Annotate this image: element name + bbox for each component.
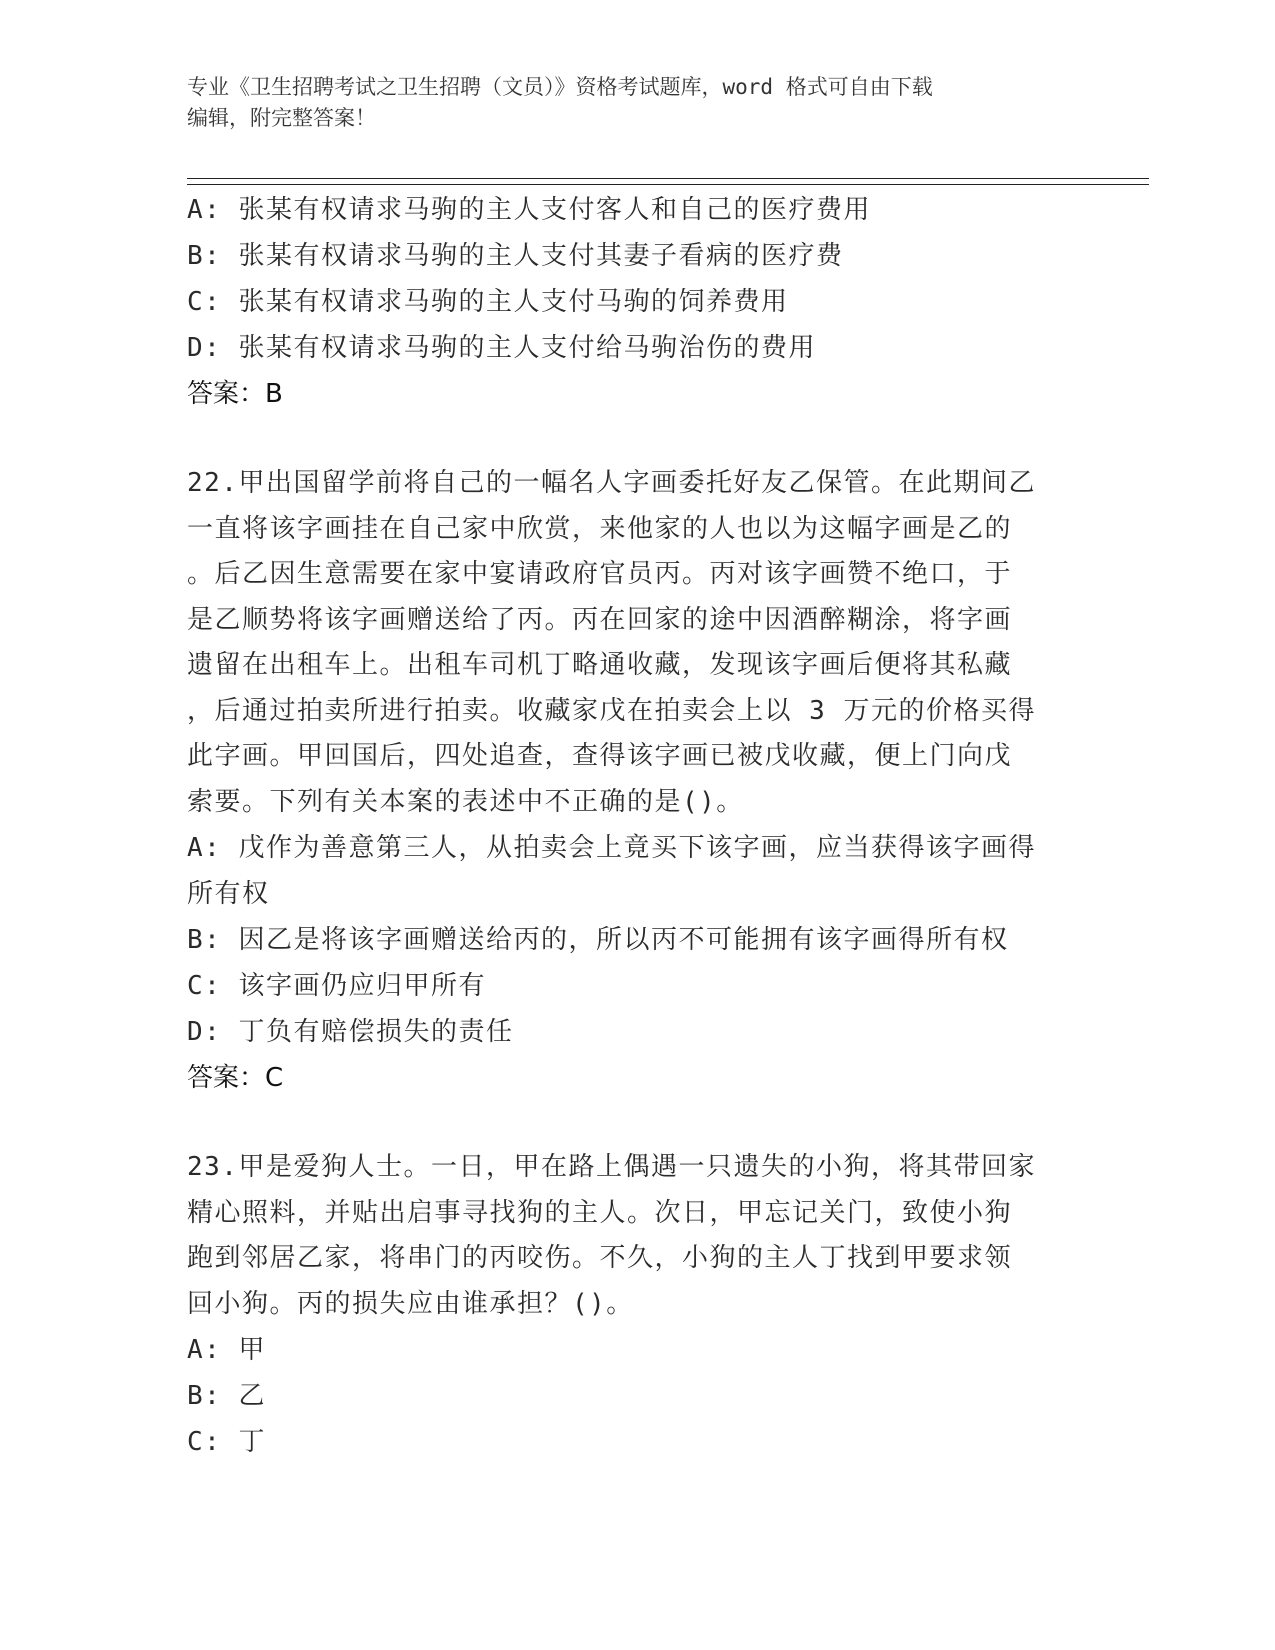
question-22-line: 遗留在出租车上。出租车司机丁略通收藏，发现该字画后便将其私藏 xyxy=(187,650,1013,680)
question-22-option-a-cont: 所有权 xyxy=(187,879,270,909)
header-rule-top xyxy=(187,178,1149,179)
question-22-line: 是乙顺势将该字画赠送给了丙。丙在回家的途中因酒醉糊涂，将字画 xyxy=(187,604,1013,635)
question-21-option-a: A: 张某有权请求马驹的主人支付客人和自己的医疗费用 xyxy=(187,195,871,225)
question-22-line: 。后乙因生意需要在家中宴请政府官员丙。丙对该字画赞不绝口，于 xyxy=(187,559,1013,589)
question-23-line: 精心照料，并贴出启事寻找狗的主人。次日，甲忘记关门，致使小狗 xyxy=(187,1197,1013,1228)
question-23-line: 回小狗。丙的损失应由谁承担？()。 xyxy=(187,1288,634,1319)
question-22-line: 22.甲出国留学前将自己的一幅名人字画委托好友乙保管。在此期间乙 xyxy=(187,468,1036,498)
question-spacer xyxy=(187,417,1087,461)
question-22-answer: 答案：C xyxy=(187,1063,284,1093)
question-spacer xyxy=(187,1101,1087,1145)
question-23-option-c: C: 丁 xyxy=(187,1427,266,1457)
question-22-option-b: B: 因乙是将该字画赠送给丙的，所以丙不可能拥有该字画得所有权 xyxy=(187,925,1009,955)
question-23-line: 跑到邻居乙家，将串门的丙咬伤。不久，小狗的主人丁找到甲要求领 xyxy=(187,1243,1013,1273)
document-header xyxy=(187,72,1067,134)
header-rule-bottom xyxy=(187,184,1149,185)
document-body xyxy=(187,187,1087,1465)
header-line-2: 编辑，附完整答案！ xyxy=(187,106,376,130)
question-23-options xyxy=(187,1327,1087,1465)
question-22-stem xyxy=(187,461,1087,825)
question-22-option-a: A: 戊作为善意第三人，从拍卖会上竟买下该字画，应当获得该字画得 xyxy=(187,833,1036,863)
question-21-option-d: D: 张某有权请求马驹的主人支付给马驹治伤的费用 xyxy=(187,333,816,363)
question-23-option-b: B: 乙 xyxy=(187,1381,266,1411)
question-22-line: 索要。下列有关本案的表述中不正确的是()。 xyxy=(187,786,744,817)
question-22-line: 一直将该字画挂在自己家中欣赏，来他家的人也以为这幅字画是乙的 xyxy=(187,513,1013,544)
question-21-answer: 答案：B xyxy=(187,379,283,409)
question-22-options xyxy=(187,825,1087,1055)
question-23-stem xyxy=(187,1145,1087,1327)
question-22-line: ，后通过拍卖所进行拍卖。收藏家戊在拍卖会上以 3 万元的价格买得 xyxy=(187,695,1036,726)
question-22-line: 此字画。甲回国后，四处追查，查得该字画已被戊收藏，便上门向戊 xyxy=(187,741,1013,771)
question-21-options xyxy=(187,187,1087,371)
question-21-option-c: C: 张某有权请求马驹的主人支付马驹的饲养费用 xyxy=(187,287,789,317)
question-22-option-d: D: 丁负有赔偿损失的责任 xyxy=(187,1017,514,1047)
question-21-option-b: B: 张某有权请求马驹的主人支付其妻子看病的医疗费 xyxy=(187,241,844,271)
question-23-option-a: A: 甲 xyxy=(187,1335,266,1365)
question-22-option-c: C: 该字画仍应归甲所有 xyxy=(187,971,486,1001)
header-line-1: 专业《卫生招聘考试之卫生招聘（文员）》资格考试题库，word 格式可自由下载 xyxy=(187,75,933,99)
question-23-line: 23.甲是爱狗人士。一日，甲在路上偶遇一只遗失的小狗，将其带回家 xyxy=(187,1152,1036,1182)
